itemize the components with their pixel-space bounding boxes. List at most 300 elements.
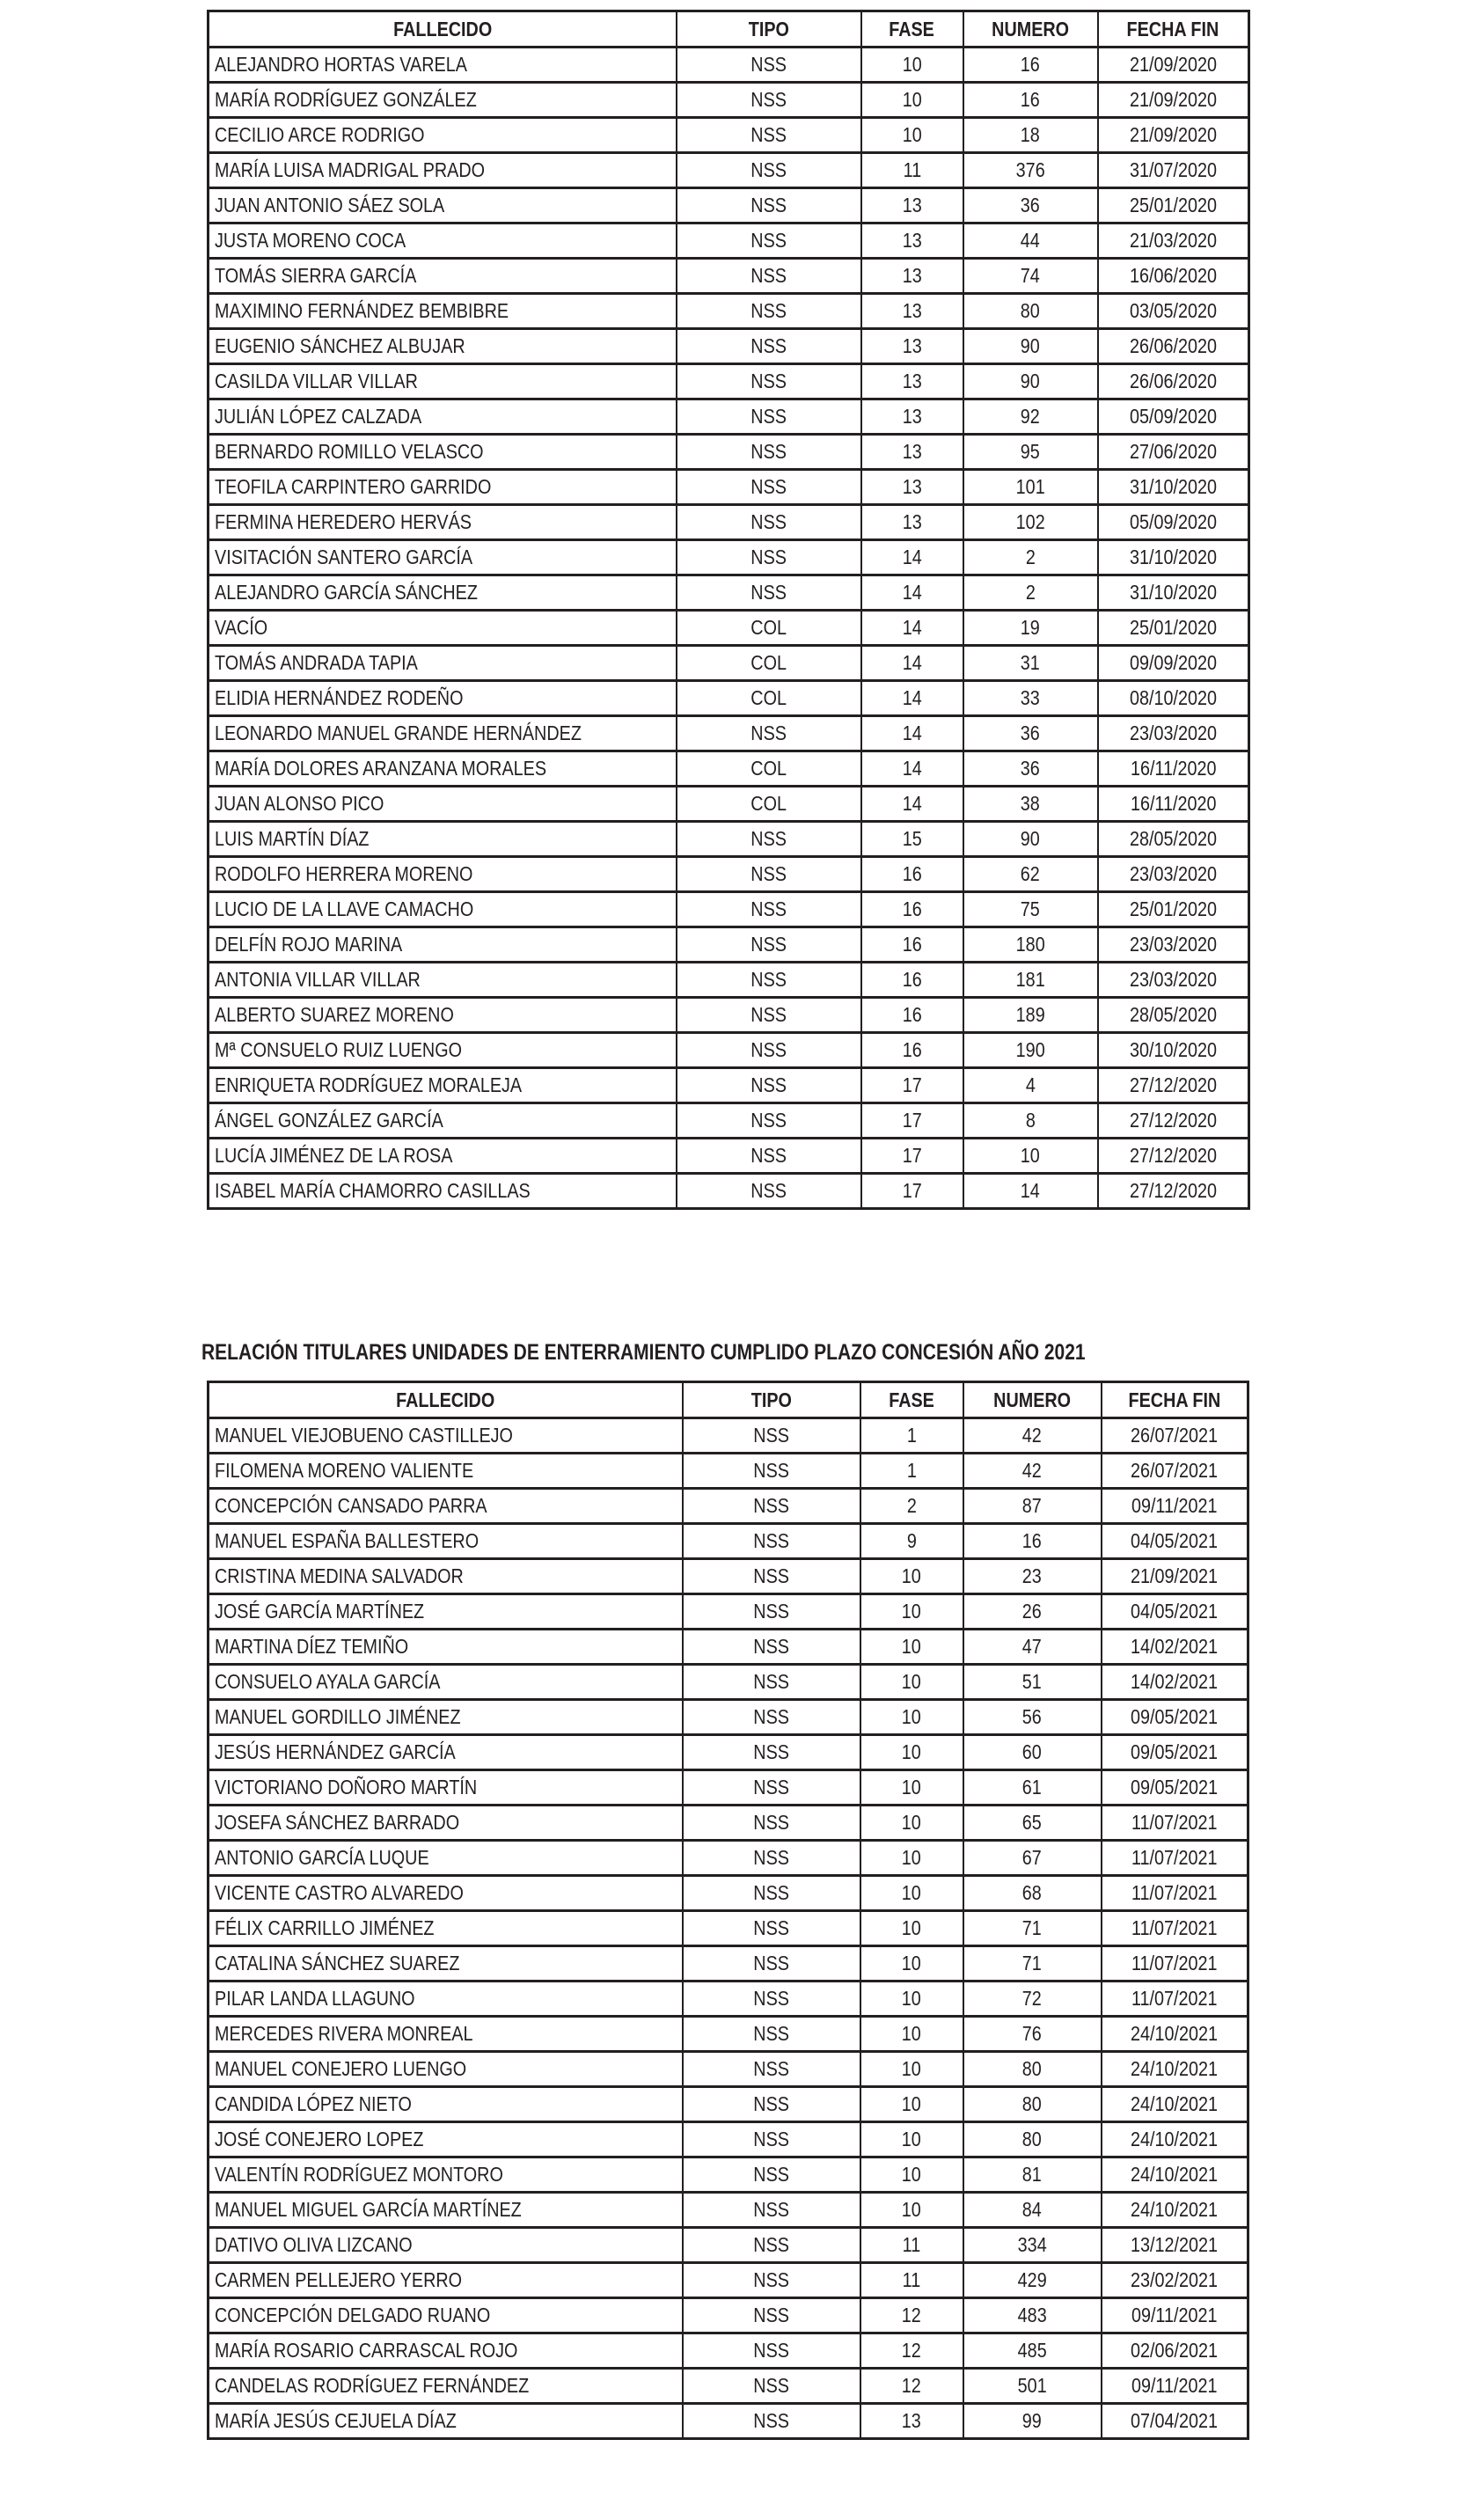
cell-text: 23 (1021, 1564, 1043, 1587)
cell-numero (963, 83, 1098, 118)
cell-fallecido (209, 2369, 683, 2404)
cell-fallecido (209, 575, 677, 611)
cell-tipo (683, 2263, 860, 2298)
cell-fallecido (209, 822, 677, 857)
cell-fallecido (209, 1594, 683, 1630)
cell-fecha-fin (1098, 223, 1249, 259)
cell-text: 14 (902, 722, 922, 744)
cell-tipo (683, 1418, 860, 1454)
cell-text: DATIVO OLIVA LIZCANO (215, 2233, 413, 2256)
cell-text: 23/03/2020 (1129, 933, 1217, 956)
cell-fallecido (209, 1982, 683, 2017)
cell-numero (963, 294, 1098, 329)
cell-text: NSS (750, 897, 787, 920)
cell-text: 67 (1021, 1846, 1043, 1869)
cell-text: CONCEPCIÓN DELGADO RUANO (215, 2304, 491, 2326)
cell-text: 12 (901, 2304, 922, 2326)
cell-text: FÉLIX CARRILLO JIMÉNEZ (215, 1916, 435, 1939)
cell-fecha-fin (1098, 399, 1249, 435)
cell-numero (963, 1876, 1102, 1911)
cell-text: MARÍA DOLORES ARANZANA MORALES (215, 757, 547, 780)
cell-tipo (677, 364, 861, 399)
cell-text: NSS (750, 334, 787, 357)
cell-fallecido (209, 399, 677, 435)
cell-tipo (683, 1982, 860, 2017)
cell-fecha-fin (1102, 2369, 1248, 2404)
cell-fallecido (209, 294, 677, 329)
cell-text: NSS (753, 2022, 789, 2045)
cell-text: 16/11/2020 (1130, 792, 1217, 815)
cell-numero (963, 223, 1098, 259)
cell-fallecido (209, 48, 677, 83)
cell-text: JUAN ALONSO PICO (215, 792, 384, 815)
cell-tipo (677, 1103, 861, 1139)
cell-text: ALBERTO SUAREZ MORENO (215, 1003, 454, 1026)
cell-numero (963, 1139, 1098, 1174)
table-row (209, 1700, 1248, 1735)
cell-text: NSS (753, 2233, 789, 2256)
cell-text: 02/06/2021 (1131, 2339, 1219, 2362)
cell-fallecido (209, 1946, 683, 1982)
cell-numero (963, 1559, 1102, 1594)
cell-text: VALENTÍN RODRÍGUEZ MONTORO (215, 2163, 503, 2186)
cell-fecha-fin (1102, 1594, 1248, 1630)
cell-fase (861, 505, 963, 540)
cell-text: 27/12/2020 (1129, 1179, 1217, 1202)
cell-text: 71 (1021, 1916, 1043, 1939)
cell-numero (963, 1770, 1102, 1806)
cell-text: 36 (1020, 194, 1041, 216)
cell-fase (860, 2263, 963, 2298)
cell-text: 09/05/2021 (1131, 1740, 1219, 1763)
cell-text: 75 (1020, 897, 1041, 920)
cell-text: NSS (753, 2198, 789, 2221)
cell-text: 181 (1015, 968, 1045, 991)
cell-text: 28/05/2020 (1129, 827, 1217, 850)
cell-fecha-fin (1102, 2122, 1248, 2157)
cell-text: 17 (902, 1073, 922, 1096)
cell-fecha-fin (1098, 822, 1249, 857)
cell-text: NSS (750, 264, 787, 287)
cell-text: MANUEL ESPAÑA BALLESTERO (215, 1529, 480, 1552)
table-row (209, 2122, 1248, 2157)
cell-fallecido (209, 505, 677, 540)
cell-text: CANDIDA LÓPEZ NIETO (215, 2092, 412, 2115)
cell-numero (963, 751, 1098, 787)
cell-text: 24/10/2021 (1131, 2163, 1219, 2186)
cell-fallecido (209, 1454, 683, 1489)
section-title-text: RELACIÓN TITULARES UNIDADES DE ENTERRAMIENTO CUMPLIDO PLAZO CONCESIÓN AÑO 2021 (201, 1340, 1086, 1365)
cell-text: 24/10/2021 (1131, 2198, 1219, 2221)
cell-fase (860, 1841, 963, 1876)
cell-fallecido (209, 751, 677, 787)
cell-text: 14 (902, 686, 922, 709)
cell-text: 14 (902, 616, 922, 639)
cell-tipo (683, 1876, 860, 1911)
cell-text: 501 (1017, 2374, 1047, 2397)
cell-text: 10 (901, 2128, 922, 2150)
cell-tipo (683, 1946, 860, 1982)
cell-fallecido (209, 1489, 683, 1524)
header-label: FECHA FIN (1126, 17, 1219, 40)
cell-numero (963, 1665, 1102, 1700)
cell-text: MANUEL CONEJERO LUENGO (215, 2057, 467, 2080)
cell-tipo (683, 2052, 860, 2087)
cell-fallecido (209, 118, 677, 153)
cell-text: NSS (753, 2268, 789, 2291)
cell-fallecido (209, 2052, 683, 2087)
cell-fase (860, 1946, 963, 1982)
cell-numero (963, 118, 1098, 153)
cell-fase (860, 1982, 963, 2017)
cell-fecha-fin (1098, 505, 1249, 540)
cell-text: RODOLFO HERRERA MORENO (215, 862, 473, 885)
table-row (209, 892, 1249, 927)
table-body (209, 48, 1249, 1209)
table-row (209, 1876, 1248, 1911)
cell-numero (963, 1911, 1102, 1946)
cell-text: NSS (753, 2163, 789, 2186)
cell-text: 31/07/2020 (1129, 158, 1217, 181)
cell-text: 26/06/2020 (1129, 334, 1217, 357)
cell-fallecido (209, 1911, 683, 1946)
cell-text: TOMÁS SIERRA GARCÍA (215, 264, 417, 287)
cell-text: 10 (901, 1705, 922, 1728)
cell-text: 10 (901, 2057, 922, 2080)
cell-fase (861, 998, 963, 1033)
cell-text: 13 (902, 194, 922, 216)
cell-text: 31/10/2020 (1129, 475, 1217, 498)
cell-text: 10 (901, 2163, 922, 2186)
cell-fallecido (209, 1735, 683, 1770)
cell-fallecido (209, 1418, 683, 1454)
cell-text: 74 (1020, 264, 1041, 287)
cell-fallecido (209, 2263, 683, 2298)
cell-tipo (677, 188, 861, 223)
cell-text: 09/09/2020 (1129, 651, 1217, 674)
cell-text: ALEJANDRO HORTAS VARELA (215, 53, 467, 76)
cell-fallecido (209, 963, 677, 998)
cell-text: 14 (902, 581, 922, 604)
cell-text: NSS (753, 1846, 789, 1869)
cell-fecha-fin (1098, 611, 1249, 646)
cell-text: MANUEL GORDILLO JIMÉNEZ (215, 1705, 461, 1728)
cell-text: 8 (1025, 1109, 1036, 1132)
header-row (209, 11, 1249, 48)
table-row (209, 1630, 1248, 1665)
cell-fecha-fin (1102, 2017, 1248, 2052)
cell-fase (860, 1418, 963, 1454)
cell-fecha-fin (1102, 1735, 1248, 1770)
cell-text: TEOFILA CARPINTERO GARRIDO (215, 475, 492, 498)
cell-text: LUCIO DE LA LLAVE CAMACHO (215, 897, 474, 920)
cell-text: ANTONIA VILLAR VILLAR (215, 968, 421, 991)
cell-fallecido (209, 83, 677, 118)
table-row (209, 505, 1249, 540)
cell-text: 09/11/2021 (1131, 1494, 1218, 1517)
cell-numero (963, 646, 1098, 681)
cell-text: NSS (750, 88, 787, 111)
header-tipo (677, 11, 861, 48)
cell-text: 90 (1020, 827, 1041, 850)
table-row (209, 2087, 1248, 2122)
cell-text: NSS (750, 123, 787, 146)
cell-text: 16/06/2020 (1129, 264, 1217, 287)
cell-fase (860, 2157, 963, 2193)
cell-fase (861, 259, 963, 294)
cell-fecha-fin (1098, 48, 1249, 83)
cell-tipo (677, 399, 861, 435)
cell-text: 24/10/2021 (1131, 2057, 1219, 2080)
cell-text: 11/07/2021 (1131, 1916, 1218, 1939)
cell-tipo (683, 2298, 860, 2333)
cell-text: CATALINA SÁNCHEZ SUAREZ (215, 1952, 460, 1974)
cell-numero (963, 1418, 1102, 1454)
cell-text: NSS (753, 1987, 789, 2010)
cell-text: COL (750, 616, 787, 639)
cell-text: 87 (1021, 1494, 1043, 1517)
cell-numero (963, 1103, 1098, 1139)
cell-numero (963, 927, 1098, 963)
cell-fallecido (209, 892, 677, 927)
cell-text: 09/05/2021 (1131, 1705, 1219, 1728)
header-numero (963, 11, 1098, 48)
cell-text: 24/10/2021 (1131, 2022, 1219, 2045)
cell-text: 11/07/2021 (1131, 1811, 1218, 1834)
cell-fase (860, 1700, 963, 1735)
cell-text: MARÍA RODRÍGUEZ GONZÁLEZ (215, 88, 477, 111)
table-row (209, 1594, 1248, 1630)
cell-fecha-fin (1102, 1489, 1248, 1524)
cell-text: 31 (1020, 651, 1041, 674)
cell-text: 80 (1021, 2057, 1043, 2080)
cell-text: 11 (902, 2268, 921, 2291)
cell-numero (963, 857, 1098, 892)
cell-text: NSS (750, 827, 787, 850)
cell-text: 56 (1021, 1705, 1043, 1728)
cell-text: 13 (902, 229, 922, 252)
cell-fase (861, 188, 963, 223)
cell-fallecido (209, 470, 677, 505)
cell-text: COL (750, 792, 787, 815)
cell-fase (860, 1454, 963, 1489)
cell-text: 17 (902, 1109, 922, 1132)
cell-fase (861, 822, 963, 857)
table-row (209, 927, 1249, 963)
cell-tipo (677, 294, 861, 329)
cell-text: 10 (901, 1846, 922, 1869)
cell-fase (861, 118, 963, 153)
cell-text: 21/09/2020 (1129, 88, 1217, 111)
table-row (209, 329, 1249, 364)
cell-text: DELFÍN ROJO MARINA (215, 933, 403, 956)
cell-numero (963, 2193, 1102, 2228)
table-row (209, 1770, 1248, 1806)
table-row (209, 2263, 1248, 2298)
cell-text: BERNARDO ROMILLO VELASCO (215, 440, 484, 463)
table-row (209, 2298, 1248, 2333)
cell-text: 16 (902, 933, 922, 956)
cell-text: NSS (750, 299, 787, 322)
cell-numero (963, 1700, 1102, 1735)
cell-tipo (677, 1033, 861, 1068)
cell-text: NSS (750, 440, 787, 463)
cell-tipo (683, 2369, 860, 2404)
table-row (209, 2052, 1248, 2087)
header-label: NUMERO (993, 1388, 1071, 1411)
cell-fase (860, 2228, 963, 2263)
cell-text: 13 (902, 510, 922, 533)
cell-fecha-fin (1102, 2193, 1248, 2228)
cell-text: 84 (1021, 2198, 1043, 2221)
header-label: TIPO (750, 1388, 792, 1411)
cell-text: 1 (906, 1424, 917, 1447)
cell-fecha-fin (1098, 435, 1249, 470)
cell-tipo (677, 751, 861, 787)
cell-text: 189 (1015, 1003, 1045, 1026)
cell-numero (963, 1982, 1102, 2017)
cell-text: 10 (901, 1776, 922, 1798)
table-row (209, 1806, 1248, 1841)
cell-fallecido (209, 2333, 683, 2369)
cell-text: NSS (753, 1564, 789, 1587)
cell-fallecido (209, 2228, 683, 2263)
cell-text: 102 (1015, 510, 1045, 533)
cell-text: 08/10/2020 (1129, 686, 1217, 709)
cell-tipo (677, 223, 861, 259)
cell-text: 11 (902, 2233, 921, 2256)
cell-fase (860, 2298, 963, 2333)
cell-text: 1 (906, 1459, 917, 1482)
cell-fecha-fin (1098, 153, 1249, 188)
cell-fase (861, 611, 963, 646)
cell-fase (861, 681, 963, 716)
cell-numero (963, 2122, 1102, 2157)
cell-fallecido (209, 540, 677, 575)
cell-text: COL (750, 651, 787, 674)
cell-fallecido (209, 364, 677, 399)
table-row (209, 1174, 1249, 1209)
cell-numero (963, 399, 1098, 435)
cell-text: NSS (750, 229, 787, 252)
table-row (209, 575, 1249, 611)
cell-fase (861, 646, 963, 681)
cell-text: 36 (1020, 757, 1041, 780)
cell-fecha-fin (1102, 2404, 1248, 2439)
cell-text: 12 (901, 2339, 922, 2362)
cell-text: 61 (1021, 1776, 1043, 1798)
cell-fallecido (209, 1524, 683, 1559)
cell-fecha-fin (1098, 716, 1249, 751)
cell-tipo (677, 998, 861, 1033)
cell-tipo (677, 259, 861, 294)
table-row (209, 188, 1249, 223)
cell-fecha-fin (1102, 2333, 1248, 2369)
cell-tipo (683, 2193, 860, 2228)
table-row (209, 1139, 1249, 1174)
cell-fase (861, 540, 963, 575)
cell-text: JESÚS HERNÁNDEZ GARCÍA (215, 1740, 456, 1763)
cell-tipo (683, 1524, 860, 1559)
cell-text: 429 (1017, 2268, 1047, 2291)
header-fallecido (209, 11, 677, 48)
cell-fallecido (209, 1806, 683, 1841)
cell-text: JOSÉ CONEJERO LOPEZ (215, 2128, 424, 2150)
cell-text: 21/03/2020 (1129, 229, 1217, 252)
cell-tipo (677, 118, 861, 153)
table-row (209, 1665, 1248, 1700)
cell-text: MARÍA ROSARIO CARRASCAL ROJO (215, 2339, 518, 2362)
cell-fase (860, 2087, 963, 2122)
cell-tipo (683, 1700, 860, 1735)
cell-fecha-fin (1098, 751, 1249, 787)
cell-text: LUCÍA JIMÉNEZ DE LA ROSA (215, 1144, 453, 1167)
cell-text: 15 (902, 827, 922, 850)
cell-numero (963, 787, 1098, 822)
cell-text: 68 (1021, 1881, 1043, 1904)
cell-fecha-fin (1098, 927, 1249, 963)
cell-text: NSS (753, 1600, 789, 1623)
cell-tipo (683, 1665, 860, 1700)
table-row (209, 1559, 1248, 1594)
table-row (209, 399, 1249, 435)
cell-text: 11/07/2021 (1131, 1952, 1218, 1974)
cell-text: 14 (902, 792, 922, 815)
cell-text: 2 (906, 1494, 917, 1517)
table-row (209, 1418, 1248, 1454)
cell-numero (963, 153, 1098, 188)
cell-fase (861, 892, 963, 927)
cell-fase (860, 1770, 963, 1806)
cell-fallecido (209, 611, 677, 646)
cell-text: NSS (753, 2092, 789, 2115)
header-label: FASE (889, 17, 935, 40)
cell-tipo (677, 1068, 861, 1103)
cell-text: 80 (1020, 299, 1041, 322)
cell-text: NSS (750, 1073, 787, 1096)
cell-text: 76 (1021, 2022, 1043, 2045)
cell-fecha-fin (1098, 787, 1249, 822)
cell-fecha-fin (1102, 2263, 1248, 2298)
cell-text: 19 (1020, 616, 1041, 639)
cell-numero (963, 822, 1098, 857)
cell-text: 95 (1020, 440, 1041, 463)
table-row (209, 1524, 1248, 1559)
cell-fecha-fin (1102, 1630, 1248, 1665)
cell-text: NSS (753, 1635, 789, 1658)
cell-text: 24/10/2021 (1131, 2128, 1219, 2150)
cell-numero (963, 1841, 1102, 1876)
cell-fecha-fin (1102, 2228, 1248, 2263)
cell-text: NSS (753, 2374, 789, 2397)
cell-text: 11/07/2021 (1131, 1846, 1218, 1869)
table-row (209, 751, 1249, 787)
cell-fase (860, 2404, 963, 2439)
cell-fallecido (209, 646, 677, 681)
cell-fase (861, 1103, 963, 1139)
cell-numero (963, 1524, 1102, 1559)
cell-fase (860, 2333, 963, 2369)
cell-text: CASILDA VILLAR VILLAR (215, 370, 418, 392)
cell-fase (861, 787, 963, 822)
cell-text: 26/06/2020 (1129, 370, 1217, 392)
cell-fecha-fin (1098, 681, 1249, 716)
cell-text: 27/12/2020 (1129, 1109, 1217, 1132)
header-numero (963, 1382, 1102, 1418)
cell-text: 14 (902, 651, 922, 674)
cell-text: 13 (902, 299, 922, 322)
cell-fecha-fin (1102, 1454, 1248, 1489)
